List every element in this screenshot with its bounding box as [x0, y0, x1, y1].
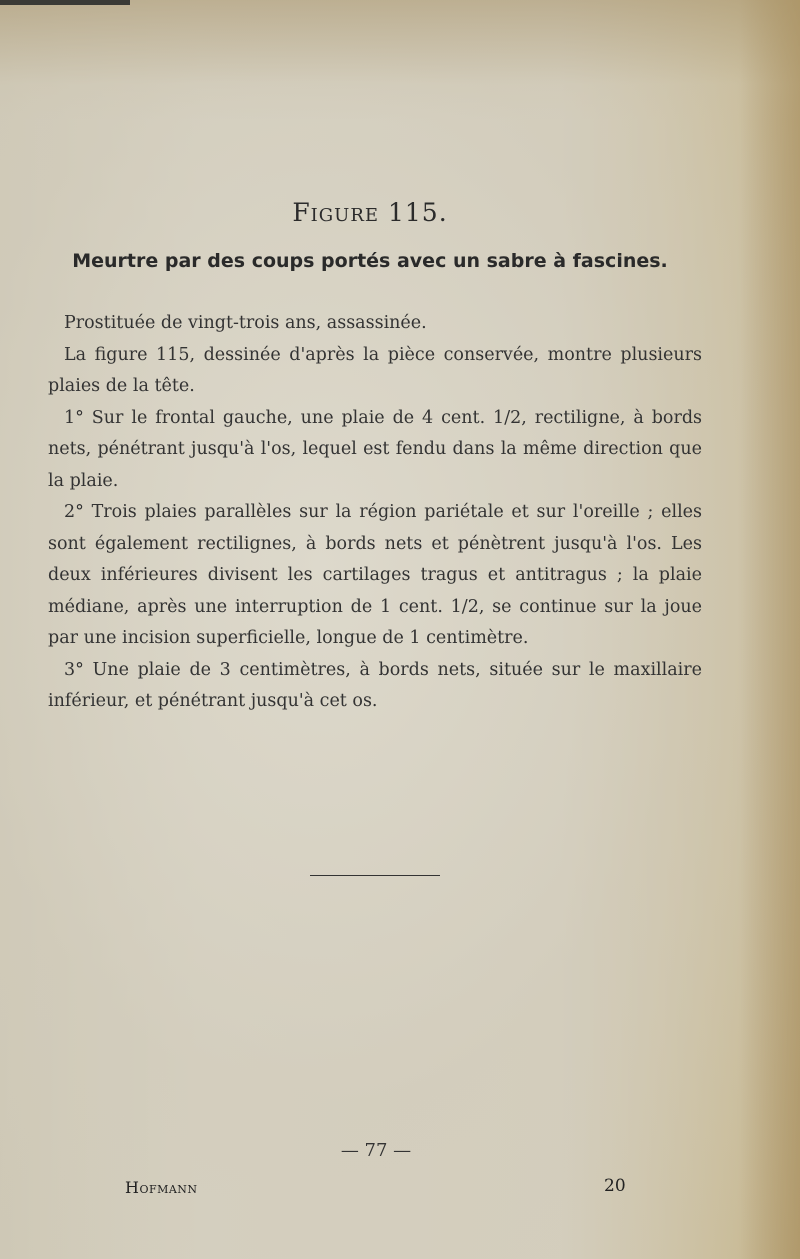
footer-author: Hofmann	[125, 1178, 198, 1197]
page-edge-shadow	[0, 0, 130, 5]
figure-heading	[0, 198, 740, 227]
paragraph-wound-2: 2° Trois plaies parallèles sur la région pariétale et sur l'oreille ; elles sont également rectilignes, à bords nets et pénètrent jusqu'à l'os. Les deux inférieures divisent les cartilages tragus et antitragus ; la plaie médiane, après une interruption de 1 cent. 1/2, se continue sur la joue par une incision superficielle, longue de 1 centimètre.	[48, 502, 702, 648]
paragraph-wound-1: 1° Sur le frontal gauche, une plaie de 4 cent. 1/2, rectiligne, à bords nets, pénétrant jusqu'à l'os, lequel est fendu dans la même direction que la plaie.	[48, 407, 702, 491]
paragraph-intro: Prostituée de vingt-trois ans, assassinée.	[64, 313, 427, 333]
footer-sheet-number: 20	[604, 1176, 626, 1196]
paragraph-wound-3: 3° Une plaie de 3 centimètres, à bords nets, située sur le maxillaire inférieur, et pénétrant jusqu'à cet os.	[48, 659, 702, 711]
section-divider	[310, 875, 440, 876]
figure-subtitle: Meurtre par des coups portés avec un sabre à fascines.	[72, 250, 668, 272]
figure-number: 115.	[387, 198, 448, 227]
paragraph-description: La figure 115, dessinée d'après la pièce conservée, montre plusieurs plaies de la tête.	[48, 344, 702, 396]
body-text	[48, 308, 702, 718]
page-number: — 77 —	[340, 1140, 412, 1161]
figure-word: Figure	[292, 198, 380, 227]
